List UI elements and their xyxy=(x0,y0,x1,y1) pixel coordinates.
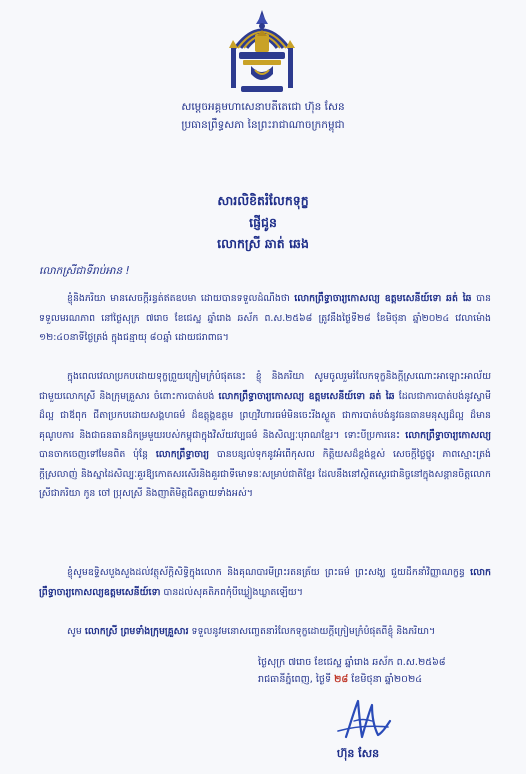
deceased-name: លោកព្រឹទ្ធាចារ្យកោសល្យឧត្តមសេនីយ៍ទោ xyxy=(39,567,491,598)
paragraph-3 xyxy=(39,563,491,602)
recipient-name: លោកស្រី ឆាត់ ឆេង xyxy=(217,236,309,251)
date-day: ២៨ xyxy=(334,674,349,685)
signer-name: ហ៊ុន សែន xyxy=(336,747,380,760)
date-month-year: ខែមិថុនា ឆ្នាំ២០២៤ xyxy=(348,674,422,685)
paragraph-4 xyxy=(39,622,491,642)
paragraph-text: ក្នុងពេលវេលាប្រកបដោយទុក្ខព្រួយក្រៀមក្រំបំផុតនេះ ខ្ញុំ និងភរិយា សូមចូលរួមរំលែកទុក្ខនិងក្តីស្រណោះអាឡោះអាល័យជាមួយលោកស្រី និងក្រុមគ្រួសារ ចំពោះការបាត់បង់ xyxy=(39,371,491,402)
paragraph-text: ខ្ញុំនិងភរិយា មានសេចក្តីរន្ធត់ឥតឧបមា ដោយបានទទួលដំណឹងថា xyxy=(67,293,295,304)
paragraph-1 xyxy=(39,289,491,348)
paragraph-text: បានដល់សុគតិភពកុំបីឃ្លៀងឃ្លាតឡើយ។ xyxy=(160,586,303,598)
salutation: លោកស្រីជាទីរាប់អាន ! xyxy=(39,265,130,277)
deceased-name: លោកព្រឹទ្ធាចារ្យកោសល្យ ឧត្តមសេនីយ៍ទោ ឆត់ ឆៃ xyxy=(294,293,472,304)
paragraph-text: ទទួលនូវមនោសញ្ចេតនារំលែកទុក្ខដោយក្តីក្រៀមក្រំបំផុតពីខ្ញុំ និងភរិយា។ xyxy=(188,626,436,637)
paragraph-text: បានចាកចេញទៅមែនពិត ប៉ុន្តែ xyxy=(39,449,156,460)
sender-title: ប្រធានព្រឹទ្ធសភា នៃព្រះរាជាណាចក្រកម្ពុជា xyxy=(181,119,345,131)
solar-date xyxy=(258,672,498,687)
sender-name: សម្តេចអគ្គមហាសេនាបតីតេជោ ហ៊ុន សែន xyxy=(181,101,345,113)
paragraph-text: បានទទួលមរណភាព នៅថ្ងៃសុក្រ ៧រោច ខែជេស្ឋ ឆ្នាំរោង ឆស័ក ព.ស.២៥៦៨ ត្រូវនឹងថ្ងៃទី២៨ ខែមិថុនា ឆ្នាំ២០២៤ វេលាម៉ោង ១២:៤០នាទីថ្ងៃត្រង់ ក្នុងជន្មាយុ ៨០ឆ្នាំ ដោយជរាពាធ។ xyxy=(39,293,492,343)
handwritten-signature xyxy=(332,697,392,743)
royal-emblem xyxy=(221,8,303,96)
deceased-name: លោកព្រឹទ្ធាចារ្យកោសល្យ ឧត្តមសេនីយ៍ទោ ឆត់ ឆៃ xyxy=(218,390,395,402)
letter-to-label: ផ្ញើជូន xyxy=(249,215,277,230)
deceased-name: លោកព្រឹទ្ធាចារ្យ xyxy=(155,449,210,460)
lunar-date: ថ្ងៃសុក្រ ៧រោច ខែជេស្ឋ ឆ្នាំរោង ឆស័ក ព.ស.២៥៦៨ xyxy=(258,657,446,668)
paragraph-2 xyxy=(39,367,491,504)
letter-title: សារលិខិតរំលែកទុក្ខ xyxy=(217,193,309,208)
paragraph-text: ខ្ញុំសូមឧទ្ទិសបួងសួងដល់វត្ថុស័ក្តិសិទ្ធិក្នុងលោក និងគុណបារមីព្រះរតនត្រ័យ ព្រះធម៌ ព្រះសង្ឃ ជួយដឹកនាំវិញ្ញាណក្ខន្ធ xyxy=(67,567,471,578)
date-place: រាជធានីភ្នំពេញ, ថ្ងៃទី xyxy=(258,674,335,685)
paragraph-text: បានបន្សល់ទុកនូវអំពើកុសល កិត្តិយសដ៏ខ្ពង់ខ្ពស់ សេចក្តីថ្លៃថ្នូរ ភាពស្មោះត្រង់ ក្តីស្រលាញ់ និងស្នាដៃសិល្បៈគួរឱ្យកោតសរសើរនិងគួរជាទីមោទនៈសម្រាប់ជាតិខ្មែរ ដែលនឹងនៅស្ថិតស្ថេរជានិច្ចនៅក្នុងសន្តានចិត្តលោកស្រីជាភរិយា កូន ចៅ ប្រុសស្រី និងញាតិមិត្តជិតឆ្ងាយទាំងអស់។ xyxy=(39,449,491,499)
recipient-name: លោកស្រី ព្រមទាំងក្រុមគ្រួសារ xyxy=(84,626,189,637)
paragraph-text: សូម xyxy=(67,626,85,637)
paragraph-text: ដែលជាការបាត់បង់នូវស្វាមី ដ៏ល្អ ជាឪពុក ជីតាប្រកបដោយសង្គហធម៌ ដ៏ឧត្តុង្គឧត្តម ព្រហ្មវិហារធម៌មិនចេះរីងស្ងួត ជាការបាត់បង់នូវធនធានមនុស្សដ៏ល្អ ដ៏មានគុណូបការ និងជាធនធានដ៏កម្រមួយរបស់កម្ពុជាក្នុងវិស័យវប្បធម៌ និងសិល្បៈបុរាណខ្មែរ។ ទោះបីប្រការនេះ xyxy=(39,390,491,441)
deceased-name: លោកព្រឹទ្ធាចារ្យកោសល្យ xyxy=(405,429,491,441)
